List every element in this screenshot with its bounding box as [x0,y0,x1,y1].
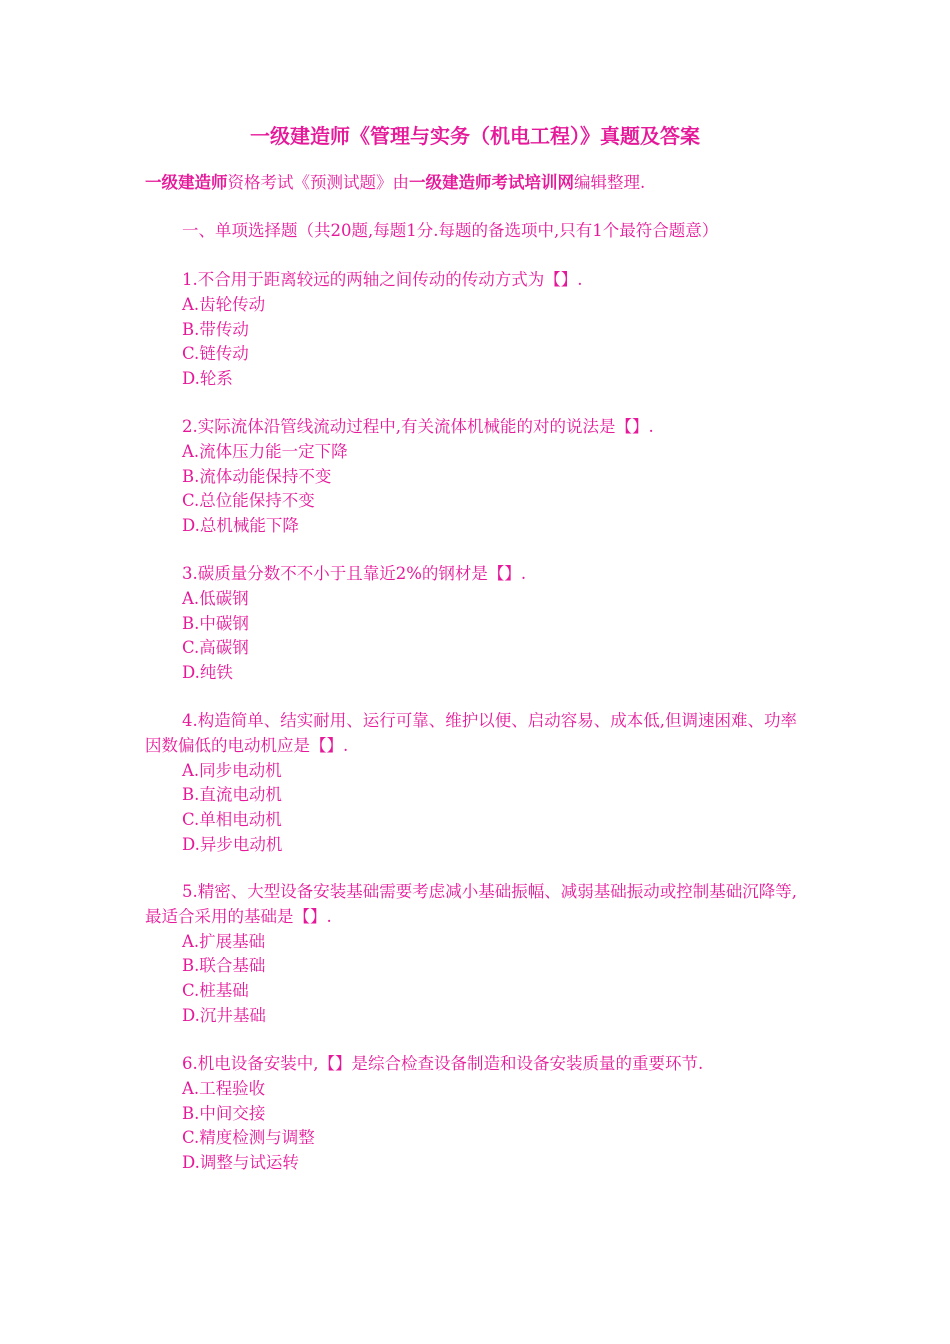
option-a: A.工程验收 [182,1078,266,1098]
option-b: B.带传动 [182,319,249,339]
option-b: B.中碳钢 [182,613,249,633]
option-a: A.流体压力能一定下降 [182,441,348,461]
intro-highlight-2: 一级建造师考试培训网 [409,173,574,192]
question-6 [145,1052,805,1176]
option-c: C.总位能保持不变 [182,491,315,511]
question-5 [145,880,805,1029]
option-d: D.纯铁 [182,663,233,683]
section-heading: 一、单项选择题（共20题,每题1分.每题的备选项中,只有1个最符合题意） [182,221,719,240]
option-a: A.齿轮传动 [182,294,266,314]
question-stem: 5.精密、大型设备安装基础需要考虑减小基础振幅、减弱基础振动或控制基础沉降等,最适合采用的基础是【】. [145,882,797,926]
option-c: C.单相电动机 [182,810,282,830]
option-d: D.调整与试运转 [182,1153,299,1173]
option-d: D.沉井基础 [182,1005,266,1025]
intro-text-1: 资格考试《预测试题》由 [227,173,409,192]
option-c: C.桩基础 [182,981,249,1001]
question-stem: 4.构造简单、结实耐用、运行可靠、维护以便、启动容易、成本低,但调速困难、功率因数偏低的电动机应是【】. [145,711,797,755]
intro-line [145,170,645,196]
intro-highlight-1: 一级建造师 [145,173,228,192]
option-d: D.异步电动机 [182,834,283,854]
intro-text-2: 编辑整理. [574,173,646,192]
question-1 [145,268,805,392]
question-stem: 6.机电设备安装中,【】是综合检查设备制造和设备安装质量的重要环节. [182,1054,704,1073]
option-a: A.扩展基础 [182,931,266,951]
option-b: B.中间交接 [182,1103,266,1123]
option-b: B.流体动能保持不变 [182,466,332,486]
question-stem: 3.碳质量分数不不小于且靠近2%的钢材是【】. [182,564,527,583]
option-c: C.链传动 [182,344,249,364]
option-a: A.低碳钢 [182,588,249,608]
question-stem: 1.不合用于距离较远的两轴之间传动的传动方式为【】. [182,270,583,289]
question-4 [145,709,805,858]
question-2 [145,415,805,539]
option-a: A.同步电动机 [182,760,282,780]
option-b: B.直流电动机 [182,785,282,805]
question-3 [145,562,805,686]
option-c: C.精度检测与调整 [182,1128,315,1148]
option-b: B.联合基础 [182,956,266,976]
document-title: 一级建造师《管理与实务（机电工程）》真题及答案 [250,124,700,148]
option-c: C.高碳钢 [182,638,249,658]
option-d: D.总机械能下降 [182,516,299,536]
question-stem: 2.实际流体沿管线流动过程中,有关流体机械能的对的说法是【】. [182,417,654,436]
option-d: D.轮系 [182,369,233,389]
